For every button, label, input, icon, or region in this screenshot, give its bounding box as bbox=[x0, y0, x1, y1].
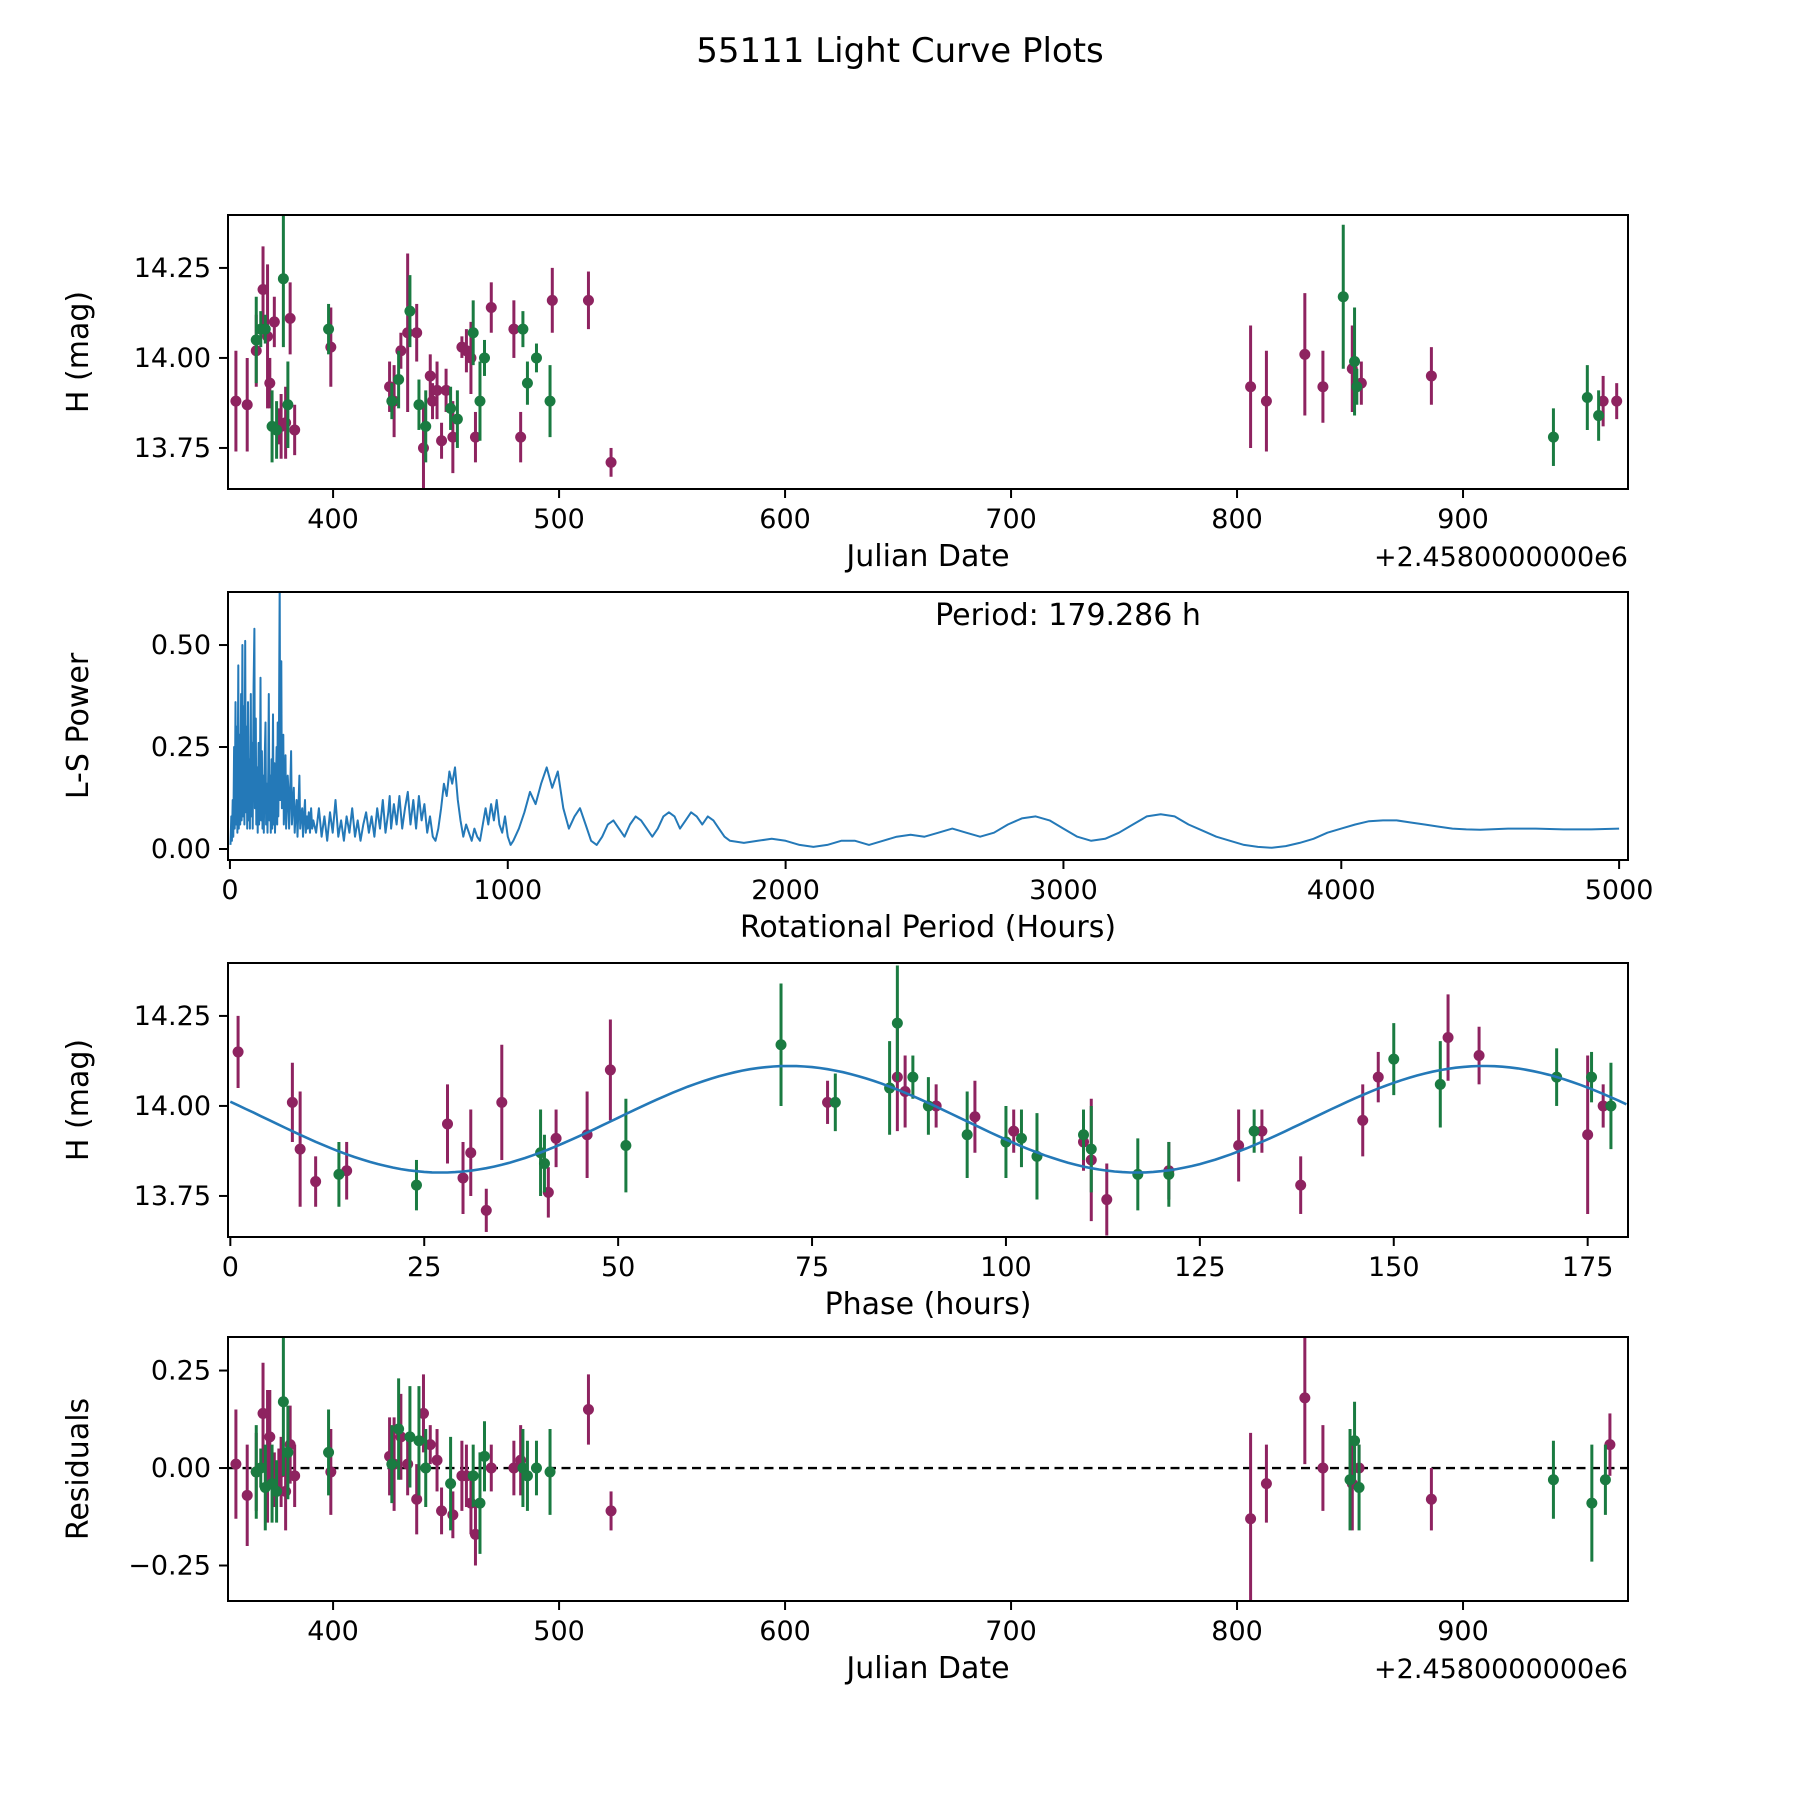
data-point bbox=[606, 1505, 617, 1516]
series-band-1 bbox=[233, 994, 1609, 1235]
data-point bbox=[413, 399, 424, 410]
plot-spines bbox=[228, 215, 1628, 489]
x-tick-label: 800 bbox=[1211, 1616, 1263, 1647]
x-tick-label: 600 bbox=[759, 504, 811, 535]
data-point bbox=[393, 1424, 404, 1435]
data-point bbox=[287, 1097, 298, 1108]
panel-jd_lightcurve bbox=[61, 210, 1628, 574]
data-point bbox=[1299, 349, 1310, 360]
y-axis-label: H (mag) bbox=[61, 1038, 96, 1162]
y-tick-label: 13.75 bbox=[133, 432, 211, 464]
data-point bbox=[496, 1097, 507, 1108]
data-point bbox=[278, 1396, 289, 1407]
data-point bbox=[1388, 1054, 1399, 1065]
data-point bbox=[418, 442, 429, 453]
data-point bbox=[445, 1478, 456, 1489]
data-point bbox=[539, 1158, 550, 1169]
data-point bbox=[1373, 1072, 1384, 1083]
plot-area-jd_lightcurve bbox=[230, 210, 1622, 491]
data-point bbox=[384, 381, 395, 392]
data-point bbox=[1078, 1129, 1089, 1140]
y-tick-label: 0.25 bbox=[150, 1355, 211, 1387]
x-tick-label: 700 bbox=[985, 1616, 1037, 1647]
x-tick-label: 600 bbox=[759, 1616, 811, 1647]
x-tick-label: 0 bbox=[221, 875, 239, 906]
data-point bbox=[1345, 1474, 1356, 1485]
data-point bbox=[282, 1447, 293, 1458]
x-tick-label: 700 bbox=[985, 504, 1037, 535]
x-tick-label: 5000 bbox=[1584, 875, 1654, 906]
data-point bbox=[1586, 1498, 1597, 1509]
data-point bbox=[445, 403, 456, 414]
data-point bbox=[1295, 1180, 1306, 1191]
data-point bbox=[1611, 396, 1622, 407]
x-tick-label: 900 bbox=[1437, 504, 1489, 535]
data-point bbox=[255, 1463, 266, 1474]
data-point bbox=[907, 1072, 918, 1083]
panels-group bbox=[61, 210, 1653, 1686]
data-point bbox=[547, 295, 558, 306]
data-point bbox=[411, 1494, 422, 1505]
x-tick-label: 500 bbox=[533, 504, 585, 535]
data-point bbox=[468, 1470, 479, 1481]
data-point bbox=[258, 284, 269, 295]
data-point bbox=[1548, 432, 1559, 443]
data-point bbox=[427, 396, 438, 407]
y-axis-label: H (mag) bbox=[61, 290, 96, 414]
data-point bbox=[1261, 396, 1272, 407]
data-point bbox=[413, 1435, 424, 1446]
x-tick-label: 500 bbox=[533, 1616, 585, 1647]
x-tick-label: 125 bbox=[1174, 1252, 1226, 1283]
data-point bbox=[230, 396, 241, 407]
data-point bbox=[620, 1140, 631, 1151]
x-tick-label: 400 bbox=[307, 504, 359, 535]
data-point bbox=[395, 345, 406, 356]
data-point bbox=[425, 370, 436, 381]
plot-area-residuals bbox=[228, 1328, 1628, 1605]
data-point bbox=[442, 1118, 453, 1129]
data-point bbox=[486, 302, 497, 313]
x-tick-label: 800 bbox=[1211, 504, 1263, 535]
data-point bbox=[258, 1408, 269, 1419]
x-axis-label: Julian Date bbox=[846, 1651, 1010, 1686]
data-point bbox=[481, 1205, 492, 1216]
data-point bbox=[1299, 1392, 1310, 1403]
data-point bbox=[325, 1466, 336, 1477]
x-axis-label: Rotational Period (Hours) bbox=[739, 910, 1117, 945]
periodogram-line bbox=[231, 580, 1620, 848]
x-axis-label: Julian Date bbox=[846, 539, 1010, 574]
data-point bbox=[386, 396, 397, 407]
data-point bbox=[830, 1097, 841, 1108]
data-point bbox=[583, 1404, 594, 1415]
data-point bbox=[1354, 1482, 1365, 1493]
data-point bbox=[776, 1039, 787, 1050]
data-point bbox=[1245, 1513, 1256, 1524]
data-point bbox=[260, 324, 271, 335]
data-point bbox=[517, 324, 528, 335]
data-point bbox=[420, 421, 431, 432]
data-point bbox=[531, 352, 542, 363]
y-tick-label: 14.25 bbox=[133, 1000, 211, 1032]
data-point bbox=[583, 295, 594, 306]
data-point bbox=[1600, 1474, 1611, 1485]
x-tick-label: 1000 bbox=[473, 875, 543, 906]
x-tick-label: 2000 bbox=[751, 875, 820, 906]
data-point bbox=[1086, 1144, 1097, 1155]
data-point bbox=[323, 1447, 334, 1458]
data-point bbox=[1349, 356, 1360, 367]
data-point bbox=[1016, 1133, 1027, 1144]
data-point bbox=[1426, 370, 1437, 381]
x-tick-label: 50 bbox=[600, 1252, 636, 1283]
data-point bbox=[1338, 291, 1349, 302]
data-point bbox=[1593, 410, 1604, 421]
data-point bbox=[280, 417, 291, 428]
x-axis-label: Phase (hours) bbox=[824, 1287, 1032, 1322]
y-tick-label: 14.25 bbox=[133, 252, 211, 284]
data-point bbox=[242, 1490, 253, 1501]
data-point bbox=[545, 396, 556, 407]
y-axis-label: L-S Power bbox=[61, 652, 96, 800]
x-tick-label: 25 bbox=[407, 1252, 442, 1283]
data-point bbox=[605, 1064, 616, 1075]
panel-phase bbox=[61, 963, 1628, 1322]
data-point bbox=[465, 352, 476, 363]
data-point bbox=[264, 378, 275, 389]
data-point bbox=[251, 334, 262, 345]
data-point bbox=[271, 1486, 282, 1497]
data-point bbox=[1586, 1072, 1597, 1083]
x-tick-label: 4000 bbox=[1306, 875, 1376, 906]
data-point bbox=[386, 1459, 397, 1470]
y-tick-label: 14.00 bbox=[133, 1090, 211, 1122]
data-point bbox=[333, 1169, 344, 1180]
plot-area-periodogram bbox=[231, 580, 1620, 848]
x-tick-label: 3000 bbox=[1029, 875, 1098, 906]
data-point bbox=[1132, 1169, 1143, 1180]
data-point bbox=[458, 1172, 469, 1183]
data-point bbox=[1474, 1050, 1485, 1061]
data-point bbox=[420, 1463, 431, 1474]
data-point bbox=[393, 374, 404, 385]
data-point bbox=[474, 396, 485, 407]
data-point bbox=[289, 1470, 300, 1481]
data-point bbox=[522, 378, 533, 389]
y-tick-label: 13.75 bbox=[133, 1180, 211, 1212]
data-point bbox=[465, 1147, 476, 1158]
y-tick-label: 0.25 bbox=[150, 732, 211, 764]
data-point bbox=[479, 352, 490, 363]
data-point bbox=[436, 435, 447, 446]
period-annotation: Period: 179.286 h bbox=[935, 598, 1201, 633]
data-point bbox=[264, 1431, 275, 1442]
data-point bbox=[1582, 1129, 1593, 1140]
plot-spines bbox=[228, 592, 1628, 860]
data-point bbox=[282, 399, 293, 410]
x-tick-label: 75 bbox=[794, 1252, 830, 1283]
data-point bbox=[1605, 1100, 1616, 1111]
panel-periodogram bbox=[61, 580, 1653, 945]
data-point bbox=[432, 1455, 443, 1466]
data-point bbox=[325, 342, 336, 353]
data-point bbox=[411, 1180, 422, 1191]
data-point bbox=[1249, 1126, 1260, 1137]
data-point bbox=[436, 1505, 447, 1516]
data-point bbox=[962, 1129, 973, 1140]
panel-residuals bbox=[61, 1328, 1628, 1686]
x-tick-label: 400 bbox=[307, 1616, 359, 1647]
data-point bbox=[230, 1459, 241, 1470]
data-point bbox=[479, 1451, 490, 1462]
data-point bbox=[404, 306, 415, 317]
x-tick-label: 0 bbox=[221, 1252, 239, 1283]
data-point bbox=[892, 1018, 903, 1029]
data-point bbox=[551, 1133, 562, 1144]
data-point bbox=[1261, 1478, 1272, 1489]
data-point bbox=[452, 414, 463, 425]
data-point bbox=[1548, 1474, 1559, 1485]
data-point bbox=[545, 1466, 556, 1477]
data-point bbox=[242, 399, 253, 410]
series-band-1 bbox=[230, 246, 1622, 491]
data-point bbox=[1245, 381, 1256, 392]
data-point bbox=[285, 313, 296, 324]
data-point bbox=[531, 1463, 542, 1474]
data-point bbox=[233, 1046, 244, 1057]
y-tick-label: 0.50 bbox=[150, 630, 211, 662]
data-point bbox=[515, 432, 526, 443]
data-point bbox=[289, 424, 300, 435]
series-band-2 bbox=[251, 1328, 1611, 1562]
x-tick-label: 900 bbox=[1437, 1616, 1489, 1647]
data-point bbox=[1317, 1463, 1328, 1474]
data-point bbox=[468, 327, 479, 338]
data-point bbox=[1357, 1115, 1368, 1126]
y-tick-label: 14.00 bbox=[133, 342, 211, 374]
x-axis-offset-text: +2.4580000000e6 bbox=[1374, 1654, 1628, 1685]
data-point bbox=[447, 1509, 458, 1520]
x-tick-label: 175 bbox=[1561, 1252, 1614, 1283]
y-tick-label: 0.00 bbox=[150, 1453, 211, 1485]
x-tick-label: 150 bbox=[1367, 1252, 1420, 1283]
y-tick-label: 0.00 bbox=[150, 833, 211, 865]
data-point bbox=[1349, 1435, 1360, 1446]
data-point bbox=[1582, 392, 1593, 403]
data-point bbox=[295, 1144, 306, 1155]
x-tick-label: 100 bbox=[980, 1252, 1032, 1283]
data-point bbox=[1435, 1079, 1446, 1090]
x-axis-offset-text: +2.4580000000e6 bbox=[1374, 542, 1628, 573]
data-point bbox=[1101, 1194, 1112, 1205]
data-point bbox=[522, 1470, 533, 1481]
data-point bbox=[606, 457, 617, 468]
data-point bbox=[269, 316, 280, 327]
figure-title: 55111 Light Curve Plots bbox=[696, 31, 1104, 71]
y-tick-label: −0.25 bbox=[128, 1550, 211, 1582]
data-point bbox=[310, 1176, 321, 1187]
data-point bbox=[323, 324, 334, 335]
data-point bbox=[474, 1498, 485, 1509]
data-point bbox=[1351, 381, 1362, 392]
data-point bbox=[278, 273, 289, 284]
data-point bbox=[969, 1111, 980, 1122]
data-point bbox=[1317, 381, 1328, 392]
y-axis-label: Residuals bbox=[61, 1397, 96, 1541]
data-point bbox=[1443, 1032, 1454, 1043]
data-point bbox=[411, 327, 422, 338]
data-point bbox=[271, 424, 282, 435]
data-point bbox=[486, 1463, 497, 1474]
data-point bbox=[1426, 1494, 1437, 1505]
data-point bbox=[402, 1459, 413, 1470]
